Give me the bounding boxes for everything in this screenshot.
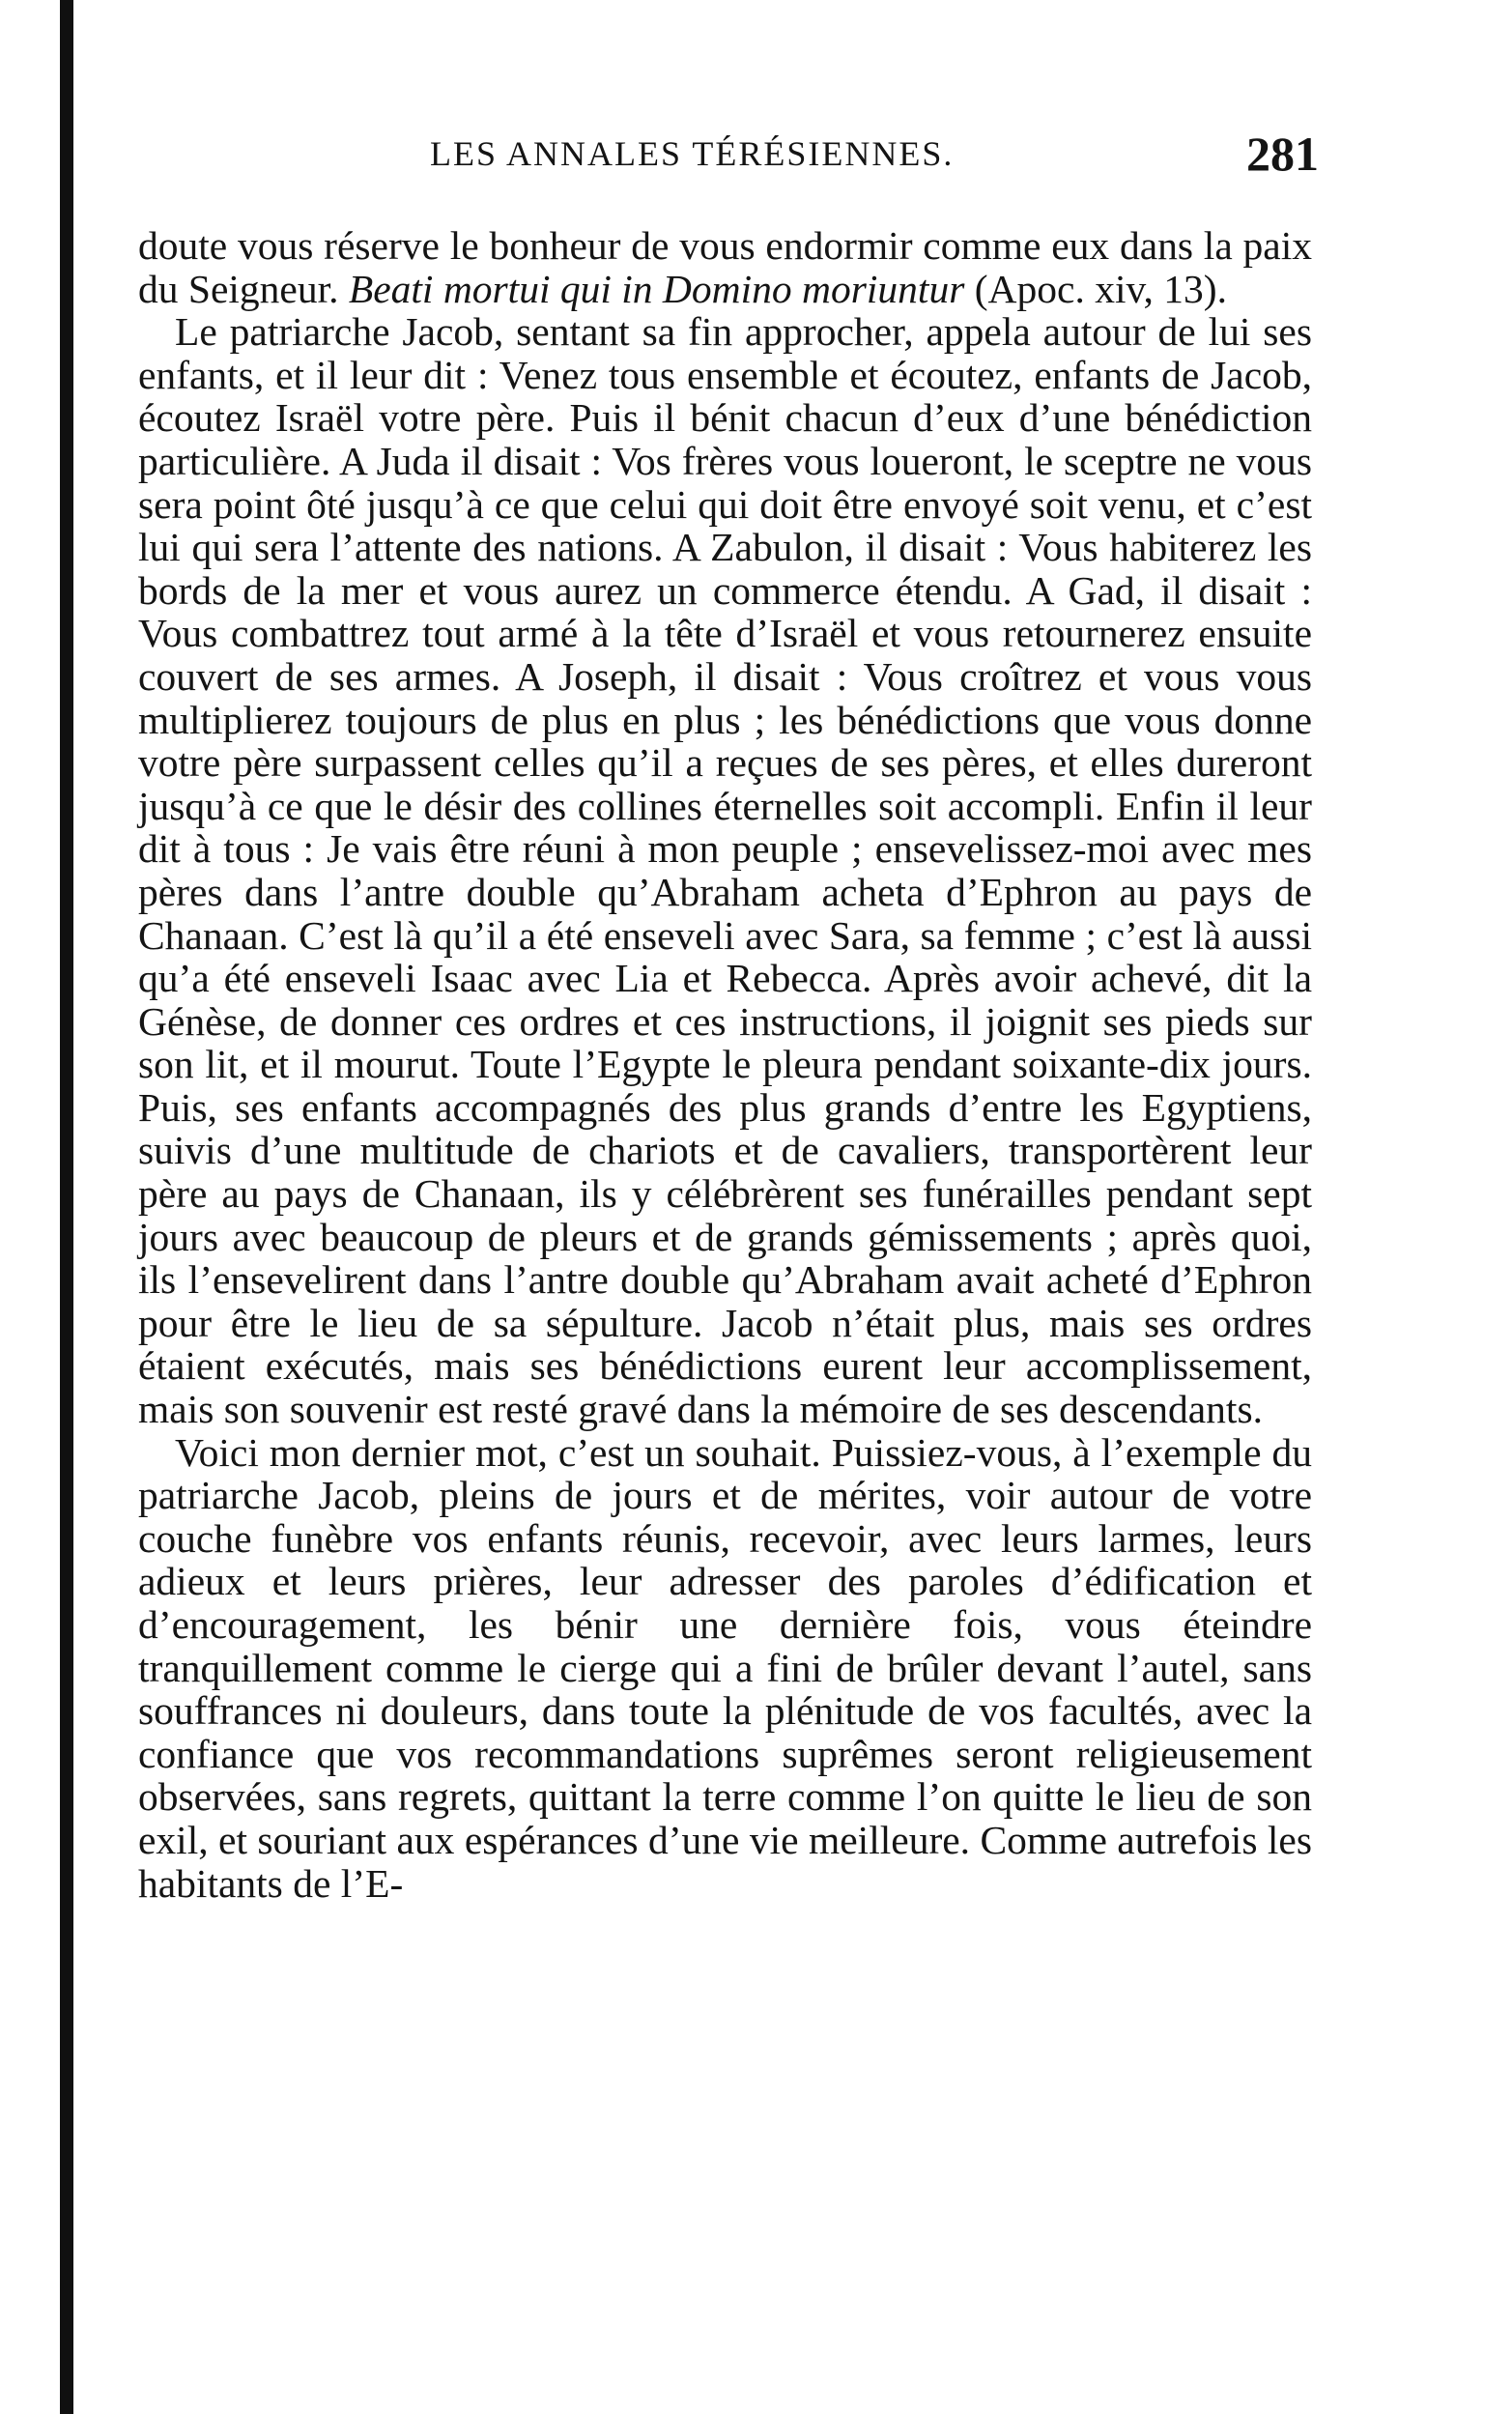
paragraph-1 [138, 224, 1312, 310]
body-text [138, 224, 1312, 1905]
running-title: LES ANNALES TÉRÉSIENNES. [430, 134, 955, 173]
paragraph-1-text: doute vous réserve le bonheur de vous endormir comme eux dans la paix du Seigneur. [138, 223, 1312, 311]
running-head [0, 126, 1512, 184]
citation: (Apoc. xiv, 13). [964, 266, 1227, 311]
latin-quote: Beati mortui qui in Domino moriuntur [348, 266, 965, 311]
page-number: 281 [1246, 127, 1319, 181]
paragraph-2: Le patriarche Jacob, sentant sa fin approcher, appela autour de lui ses enfants, et il leur dit : Venez tous ensemble et écoutez, enfants de Jacob, écoutez Israël votre père. Puis il bénit chacun d’eux d’une bénédiction particulière. A Juda il disait : Vos frères vous loueront, le sceptre ne vous sera point ôté jusqu’à ce que celui qui doit être envoyé soit venu, et c’est lui qui sera l’attente des nations. A Zabulon, il disait : Vous habiterez les bords de la mer et vous aurez un commerce étendu. A Gad, il disait : Vous combattrez tout armé à la tête d’Israël et vous retournerez ensuite couvert de ses armes. A Joseph, il disait : Vous croîtrez et vous vous multiplierez toujours de plus en plus ; les bénédictions que vous donne votre père surpassent celles qu’il a reçues de ses pères, et elles dureront jusqu’à ce que le désir des collines éternelles soit accompli. Enfin il leur dit à tous : Je vais être réuni à mon peuple ; ensevelissez-moi avec mes pères dans l’antre double qu’Abraham acheta d’Ephron au pays de Chanaan. C’est là qu’il a été enseveli avec Sara, sa femme ; c’est là aussi qu’a été enseveli Isaac avec Lia et Rebecca. Après avoir achevé, dit la Génèse, de donner ces ordres et ces instructions, il joignit ses pieds sur son lit, et il mourut. Toute l’Egypte le pleura pendant soixante-dix jours. Puis, ses enfants accompagnés des plus grands d’entre les Egyptiens, suivis d’une multitude de chariots et de cavaliers, transportèrent leur père au pays de Chanaan, ils y célébrèrent ses funérailles pendant sept jours avec beaucoup de pleurs et de grands gémissements ; après quoi, ils l’ensevelirent dans l’antre double qu’Abraham avait acheté d’Ephron pour être le lieu de sa sépulture. Jacob n’était plus, mais ses ordres étaient exécutés, mais ses bénédictions eurent leur accomplissement, mais son souvenir est resté gravé dans la mémoire de ses descendants. [138, 309, 1312, 1432]
book-spine-shadow [60, 0, 73, 2414]
paragraph-3: Voici mon dernier mot, c’est un souhait. Puissiez-vous, à l’exemple du patriarche Jacob, pleins de jours et de mérites, voir autour de votre couche funèbre vos enfants réunis, recevoir, avec leurs larmes, leurs adieux et leurs prières, leur adresser des paroles d’édification et d’encouragement, les bénir une dernière fois, vous éteindre tranquillement comme le cierge qui a fini de brûler devant l’autel, sans souffrances ni douleurs, dans toute la plénitude de vos facultés, avec la confiance que vos recommandations suprêmes seront religieusement observées, sans regrets, quittant la terre comme l’on quitte le lieu de son exil, et souriant aux espérances d’une vie meilleure. Comme autrefois les habitants de l’E- [138, 1429, 1312, 1906]
